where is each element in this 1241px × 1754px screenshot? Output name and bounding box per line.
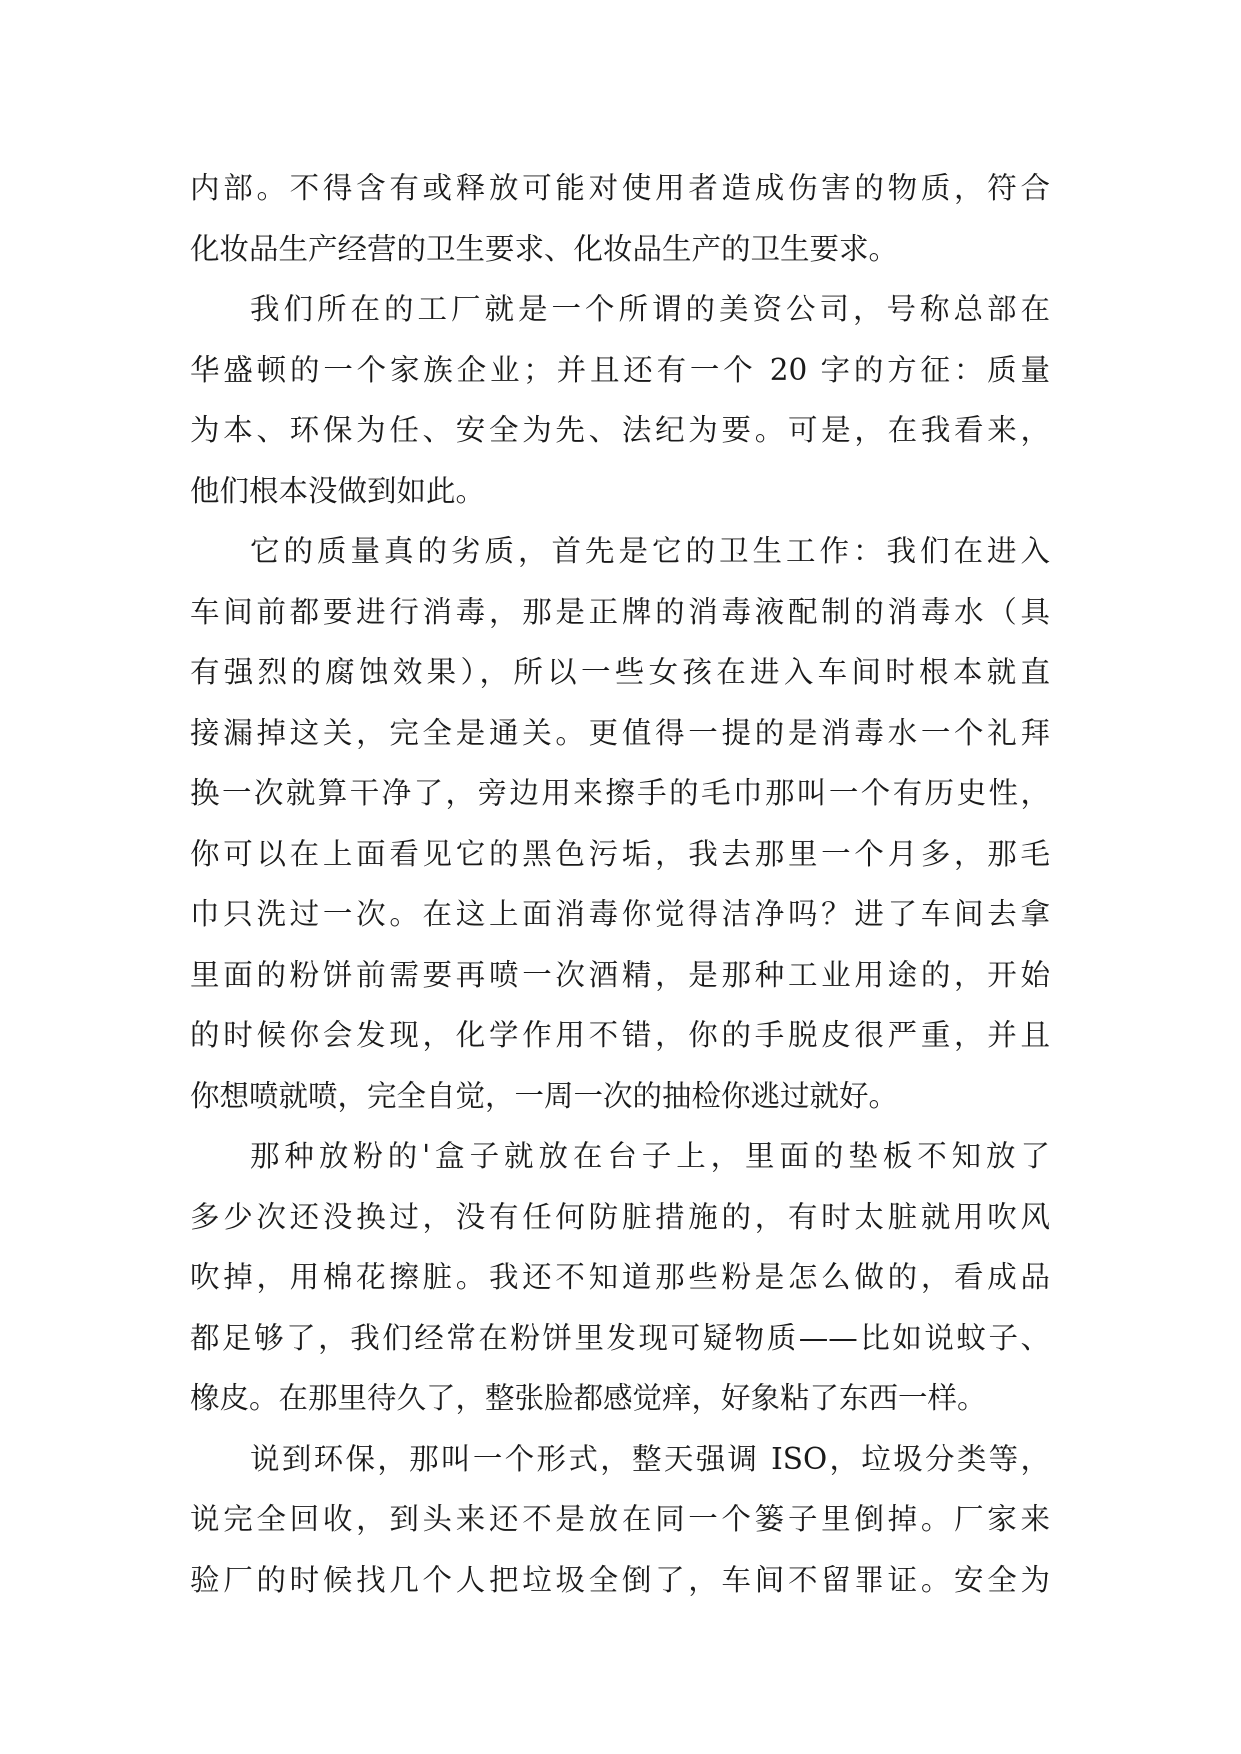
text-line: 换一次就算干净了，旁边用来擦手的毛巾那叫一个有历史性， bbox=[190, 776, 1050, 810]
text-line: 里面的粉饼前需要再喷一次酒精，是那种工业用途的，开始 bbox=[190, 957, 1050, 992]
text-line: 都足够了，我们经常在粉饼里发现可疑物质——比如说蚊子、 bbox=[190, 1320, 1050, 1355]
text-line: 他们根本没做到如此。 bbox=[190, 473, 486, 508]
text-line: 你想喷就喷，完全自觉，一周一次的抽检你逃过就好。 bbox=[190, 1078, 899, 1113]
text-line: 说到环保，那叫一个形式，整天强调 ISO，垃圾分类等， bbox=[250, 1441, 1050, 1476]
text-line: 那种放粉的'盒子就放在台子上，里面的垫板不知放了 bbox=[250, 1139, 1050, 1173]
text-line: 接漏掉这关，完全是通关。更值得一提的是消毒水一个礼拜 bbox=[190, 715, 1050, 750]
text-line: 巾只洗过一次。在这上面消毒你觉得洁净吗？进了车间去拿 bbox=[190, 897, 1050, 931]
text-line: 你可以在上面看见它的黑色污垢，我去那里一个月多，那毛 bbox=[190, 836, 1050, 871]
text-line: 多少次还没换过，没有任何防脏措施的，有时太脏就用吹风 bbox=[190, 1199, 1050, 1234]
text-line: 内部。不得含有或释放可能对使用者造成伤害的物质，符合 bbox=[190, 171, 1050, 205]
text-line: 的时候你会发现，化学作用不错，你的手脱皮很严重，并且 bbox=[190, 1018, 1050, 1052]
text-line: 说完全回收，到头来还不是放在同一个篓子里倒掉。厂家来 bbox=[190, 1502, 1050, 1536]
text-line: 验厂的时候找几个人把垃圾全倒了，车间不留罪证。安全为 bbox=[190, 1562, 1050, 1597]
text-line: 有强烈的腐蚀效果），所以一些女孩在进入车间时根本就直 bbox=[190, 655, 1050, 689]
text-line: 吹掉，用棉花擦脏。我还不知道那些粉是怎么做的，看成品 bbox=[190, 1260, 1050, 1294]
text-line: 车间前都要进行消毒，那是正牌的消毒液配制的消毒水（具 bbox=[190, 594, 1050, 629]
text-line: 为本、环保为任、安全为先、法纪为要。可是，在我看来， bbox=[190, 413, 1050, 447]
document-body bbox=[190, 158, 1050, 1610]
text-line: 华盛顿的一个家族企业；并且还有一个 20 字的方征：质量 bbox=[190, 352, 1050, 387]
text-line: 我们所在的工厂就是一个所谓的美资公司，号称总部在 bbox=[250, 292, 1050, 326]
text-line: 化妆品生产经营的卫生要求、化妆品生产的卫生要求。 bbox=[190, 231, 899, 266]
text-line: 橡皮。在那里待久了，整张脸都感觉痒，好象粘了东西一样。 bbox=[190, 1381, 987, 1415]
text-line: 它的质量真的劣质，首先是它的卫生工作：我们在进入 bbox=[250, 534, 1050, 568]
